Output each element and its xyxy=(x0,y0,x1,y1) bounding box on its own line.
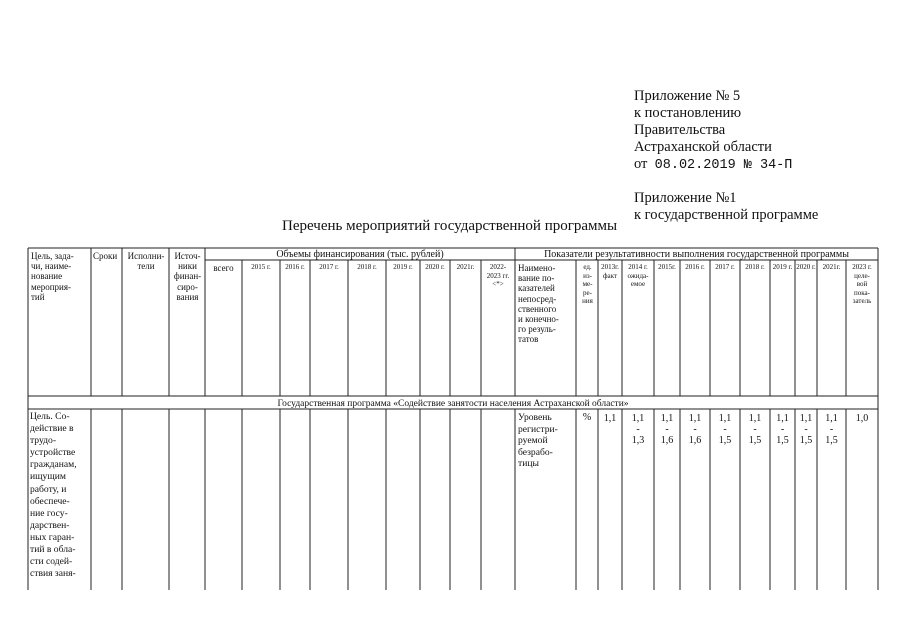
col-terms-header: Сроки xyxy=(93,251,118,261)
appendix-line-5: от 08.02.2019 № 34-П xyxy=(634,156,793,173)
indicator-year-header: 2013г. факт xyxy=(601,263,619,280)
unit-header: ед. из- ме- ре- ния xyxy=(582,263,593,305)
appendix-line-7: к государственной программе xyxy=(634,207,819,223)
funding-col-header: 2020 г. xyxy=(425,263,445,271)
document-title: Перечень мероприятий государственной программы xyxy=(282,218,618,234)
indicator-value: 1,1 - 1,3 xyxy=(631,413,645,446)
indicator-value: 1,1 - 1,5 xyxy=(748,413,762,446)
indicator-year-header: 2023 г. целе- вой пока- затель xyxy=(852,263,872,305)
indicator-year-header: 2016 г. xyxy=(685,263,705,271)
indicator-value: 1,1 - 1,5 xyxy=(718,413,732,446)
col-sources-header: Источ- ники финан- сиро- вания xyxy=(173,251,202,302)
decree-number: 08.02.2019 № 34-П xyxy=(654,158,793,173)
appendix-line-4: Астраханской области xyxy=(634,139,772,155)
program-row: Государственная программа «Содействие занятости населения Астраханской области» xyxy=(277,399,629,409)
indicator-year-header: 2014 г. ожида- емое xyxy=(627,263,649,288)
indicator-cell: Уровень регистри- руемой безрабо- тицы xyxy=(518,412,558,469)
funding-group-header: Объемы финансирования (тыс. рублей) xyxy=(276,249,444,260)
funding-col-header: 2016 г. xyxy=(285,263,305,271)
funding-col-header: 2022- 2023 гг. <*> xyxy=(486,263,510,288)
indicator-year-header: 2017 г. xyxy=(715,263,735,271)
funding-col-header: 2019 г. xyxy=(393,263,413,271)
unit-cell: % xyxy=(582,412,592,423)
funding-col-header: 2017 г. xyxy=(319,263,339,271)
goal-cell: Цель. Со- действие в трудо- устройстве гражданам, ищущим работу, и обеспече- ние госу- дарствен- ных гаран- тий в обла- сти содей- ствия заня- xyxy=(30,411,77,580)
indicator-value: 1,1 xyxy=(603,413,617,424)
appendix-line-2: к постановлению xyxy=(634,105,742,121)
indicator-value: 1,1 - 1,6 xyxy=(688,413,702,446)
indicators-group-header: Показатели результативности выполнения государственной программы xyxy=(544,249,849,260)
appendix-line-3: Правительства xyxy=(634,122,726,138)
indicator-year-header: 2018 г. xyxy=(745,263,765,271)
funding-col-header: 2021г. xyxy=(456,263,475,271)
indicator-year-header: 2019 г. xyxy=(772,263,793,271)
indicator-value: 1,1 - 1,6 xyxy=(660,413,674,446)
indicator-name-header: Наимено- вание по- казателей непосред- ственного и конечно- го резуль- татов xyxy=(518,263,559,345)
indicator-year-header: 2015г. xyxy=(658,263,676,271)
appendix-line-6: Приложение №1 xyxy=(634,190,737,206)
funding-col-header: 2015 г. xyxy=(251,263,271,271)
indicator-value: 1,1 - 1,5 xyxy=(799,413,813,446)
funding-col-header: всего xyxy=(213,263,234,273)
indicator-value: 1,0 xyxy=(855,413,869,424)
indicator-year-header: 2020 г. xyxy=(796,263,816,271)
col-goal-header: Цель, зада- чи, наиме- нование мероприя- тий xyxy=(31,251,74,302)
indicator-value: 1,1 - 1,5 xyxy=(825,413,838,446)
indicator-value: 1,1 - 1,5 xyxy=(776,413,789,446)
indicator-year-header: 2021г. xyxy=(822,263,841,271)
col-executors-header: Исполни- тели xyxy=(127,251,165,272)
funding-col-header: 2018 г. xyxy=(357,263,377,271)
appendix-line-1: Приложение № 5 xyxy=(634,88,741,104)
